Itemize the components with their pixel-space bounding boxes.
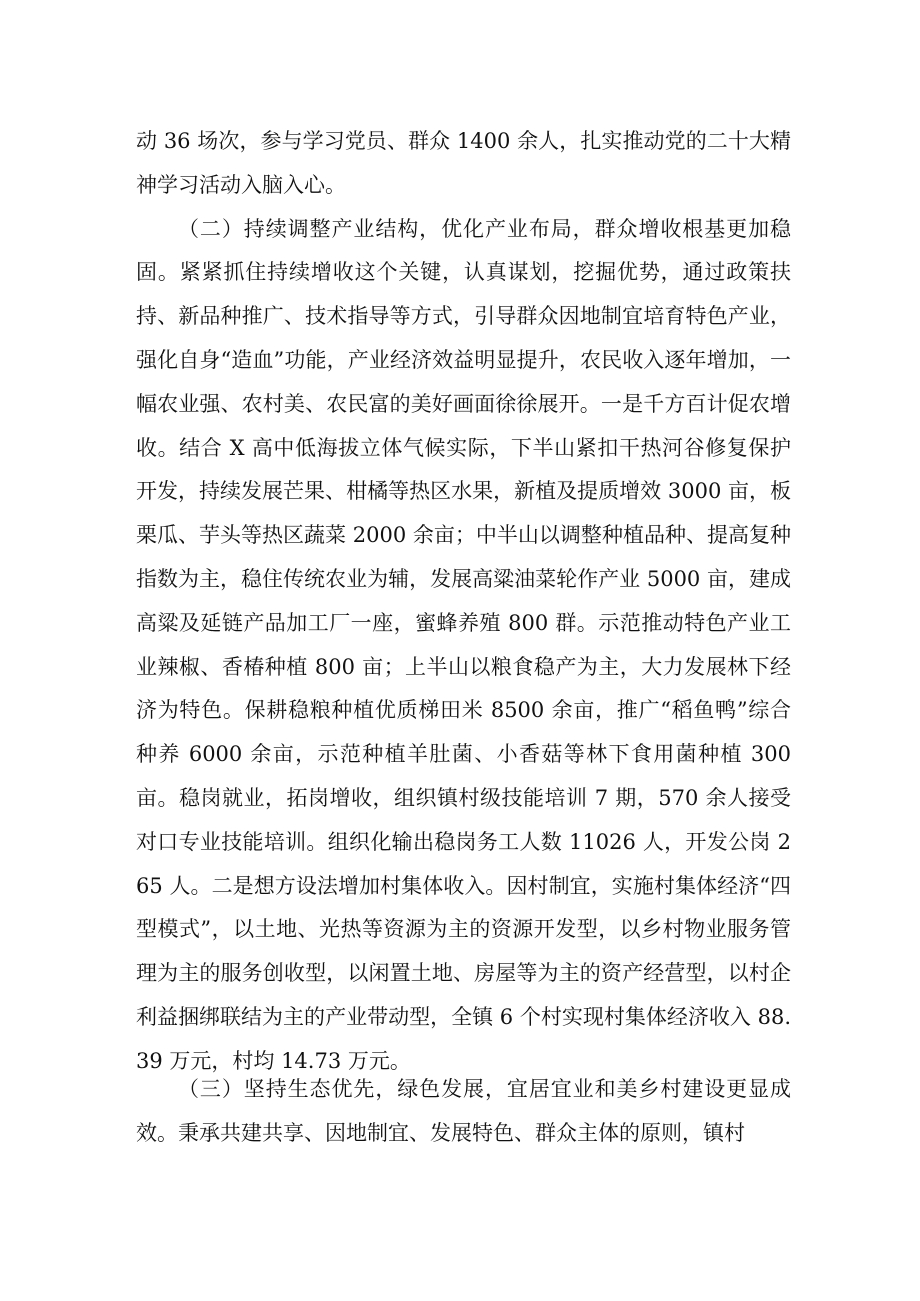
paragraph-1-block [136, 120, 791, 208]
paragraph-1: 动 36 场次，参与学习党员、群众 1400 余人，扎实推动党的二十大精神学习活动入脑入心。 [136, 129, 791, 197]
paragraph-3-block [136, 1068, 791, 1156]
paragraph-2: （二）持续调整产业结构，优化产业布局，群众增收根基更加稳固。紧紧抓住持续增收这个关键，认真谋划，挖掘优势，通过政策扶持、新品种推广、技术指导等方式，引导群众因地制宜培育特色产业，强化自身“造血”功能，产业经济效益明显提升，农民收入逐年增加，一幅农业强、农村美、农民富的美好画面徐徐展开。一是千方百计促农增收。结合 X 高中低海拔立体气候实际，下半山紧扣干热河谷修复保护开发，持续发展芒果、柑橘等热区水果，新植及提质增效 3000 亩，板栗瓜、芋头等热区蔬菜 2000 余亩；中半山以调整种植品种、提高复种指数为主，稳住传统农业为辅，发展高粱油菜轮作产业 5000 亩，建成高粱及延链产品加工厂一座，蜜蜂养殖 800 群。示范推动特色产业工业辣椒、香椿种植 800 亩；上半山以粮食稳产为主，大力发展林下经济为特色。保耕稳粮种植优质梯田米 8500 余亩，推广“稻鱼鸭”综合种养 6000 余亩，示范种植羊肚菌、小香菇等林下食用菌种植 300 亩。稳岗就业，拓岗增收，组织镇村级技能培训 7 期，570 余人接受对口专业技能培训。组织化输出稳岗务工人数 11026 人，开发公岗 265 人。二是想方设法增加村集体收入。因村制宜，实施村集体经济“四型模式”，以土地、光热等资源为主的资源开发型，以乡村物业服务管理为主的服务创收型，以闲置土地、房屋等为主的资产经营型，以村企利益捆绑联结为主的产业带动型，全镇 6 个村实现村集体经济收入 88.39 万元，村均 14.73 万元。 [136, 216, 798, 1073]
paragraph-2-block [136, 208, 798, 1084]
paragraph-3: （三）坚持生态优先，绿色发展，宜居宜业和美乡村建设更显成效。秉承共建共享、因地制宜、发展特色、群众主体的原则，镇村 [136, 1077, 791, 1145]
